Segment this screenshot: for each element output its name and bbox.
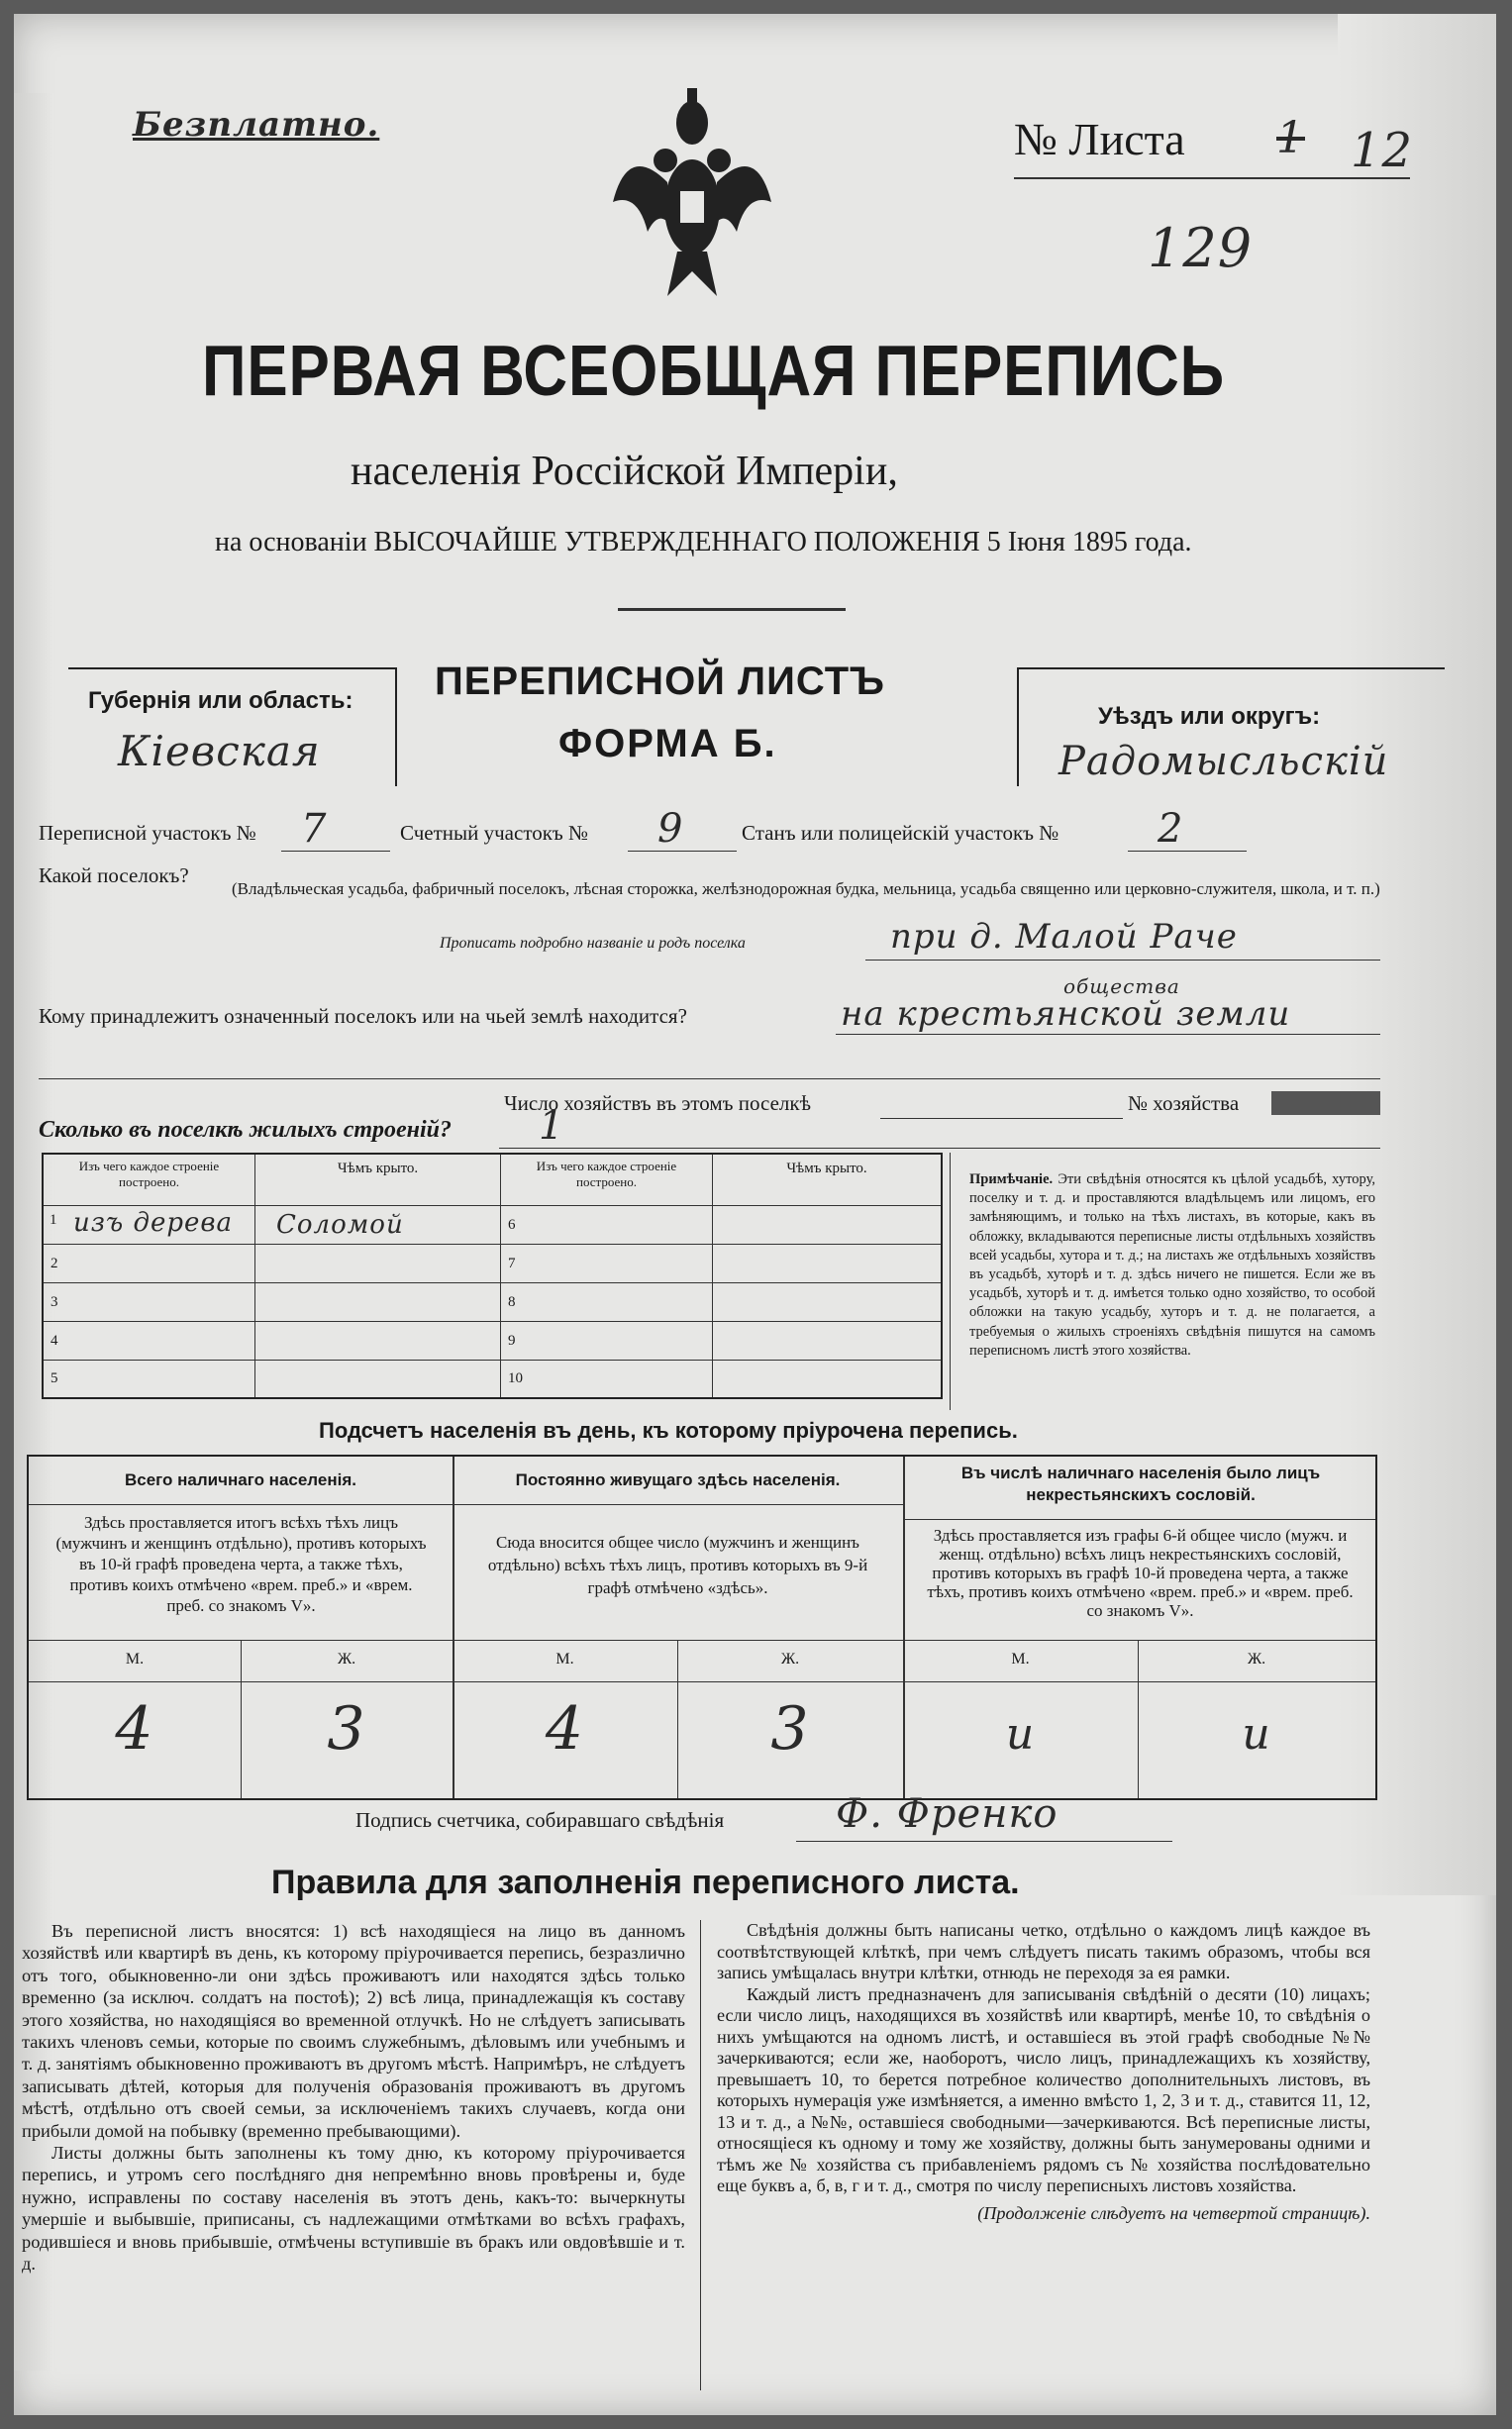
province-box [68,667,397,786]
population-title-rule-1 [29,1504,453,1505]
station-value: 2 [1158,806,1184,852]
population-col3-title: Въ числѣ наличнаго населенія было лицъ некрестьянскихъ сословій. [960,1464,1321,1504]
sheet-number-underline [1014,177,1410,179]
settlement-label: Какой поселокъ? [39,863,189,887]
table-row [43,1282,942,1321]
census-sheet [14,14,1496,2415]
basis-line: на основаніи ВЫСОЧАЙШЕ УТВЕРЖДЕННАГО ПОЛОЖЕНІЯ 5 Іюня 1895 года. [215,527,1192,557]
note-title: Примѣчаніе. [969,1171,1054,1187]
population-col1-title: Всего наличнаго населенія. [125,1470,356,1489]
sheet-number-value: 12 [1351,123,1414,178]
count-area-value: 9 [657,806,684,852]
title-rule [618,608,846,611]
household-number-redacted [1271,1091,1380,1115]
district-value: Радомысльскій [1058,739,1389,784]
rules-left-column [22,1920,685,2276]
col2-m-label: М. [555,1651,574,1668]
row-number: 4 [50,1332,58,1349]
stamp-number: 129 [1148,217,1254,279]
col1-f-value: 3 [327,1694,366,1764]
owner-value: на крестьянской земли [841,994,1291,1034]
main-title: ПЕРВАЯ ВСЕОБЩАЯ ПЕРЕПИСЬ [202,332,1226,411]
settlement-instruction: Прописать подробно названіе и родъ поселка [440,935,746,952]
population-mf-rule-bottom [29,1681,1375,1682]
station-label: Станъ или полицейскій участокъ № [742,821,1059,845]
station-underline [1128,851,1247,852]
table-row [43,1205,942,1244]
col3-m-label: М. [1011,1651,1030,1668]
district-label: Уѣздъ или округъ: [1098,703,1321,730]
households-label: Число хозяйствъ въ этомъ поселкѣ [504,1091,811,1115]
province-value: Кіевская [118,727,321,775]
owner-label: Кому принадлежитъ означенный поселокъ или на чьей землѣ находится? [39,1004,687,1028]
col1-m-value: 4 [115,1694,154,1764]
material-value: изъ дерева [73,1207,234,1238]
province-label: Губернія или область: [88,687,353,714]
buildings-underline [499,1148,1380,1149]
population-heading: Подсчетъ населенія въ день, къ которому пріурочена перепись. [319,1418,1018,1443]
table-row [43,1244,942,1282]
note-divider [950,1153,951,1410]
row-number: 3 [50,1293,58,1310]
note-text: Эти свѣдѣнія относятся къ цѣлой усадьбѣ, хутору, поселку и т. д. и проставляются владѣльцемъ или лицомъ, его замѣняющимъ, и только на тѣхъ листахъ, въ которые, какъ въ обложку, вкладываются переписные листы отдѣльныхъ хозяйствъ всей усадьбы, хутора и т. д.; на листахъ же отдѣльныхъ хозяйствъ въ усадьбѣ, хуторѣ и т. д. здѣсь ничего не пишется. Если же въ усадьбѣ, хуторѣ и т. д. имѣется только одно хозяйство, то особой обложки на такую усадьбу, хуторъ и т. д. не полагается, а требуемыя о жилыхъ строеніяхъ свѣдѣнія пишутся на самомъ переписномъ листѣ этого хозяйства. [969,1171,1375,1359]
form-type: ФОРМА Б. [558,722,777,765]
note-block [969,1170,1375,1361]
population-col3-text: Здѣсь проставляется изъ графы 6-й общее число (мужч. и женщ. отдѣльно) всѣхъ лицъ некрестьянскихъ сословій, противъ которыхъ въ графѣ 10-й проведена черта, а также тѣхъ, противъ коихъ отмѣчено «врем. преб.» и «врем. преб. со знакомъ V». [927,1526,1354,1620]
buildings-label: Сколько въ поселкѣ жилыхъ строеній? [39,1117,452,1143]
census-area-value: 7 [301,806,328,852]
owner-underline [836,1034,1380,1035]
subtitle: населенія Россійской Имперіи, [351,449,898,494]
row-number: 10 [508,1370,523,1387]
buildings-value: 1 [539,1103,565,1149]
row-number: 9 [508,1332,516,1349]
column-header-roof-left: Чѣмъ крыто. [255,1154,501,1205]
signature-underline [796,1841,1172,1842]
col2-m-value: 4 [545,1694,585,1764]
census-area-underline [281,851,390,852]
owner-above-value: общества [1063,974,1180,998]
count-area-underline [628,851,737,852]
households-underline [880,1118,1123,1119]
population-col2-text: Сюда вносится общее число (мужчинъ и женщинъ отдѣльно) всѣхъ тѣхъ лицъ, противъ которыхъ въ 9-й графѣ отмѣчено «здѣсь». [487,1533,868,1597]
double-headed-eagle-emblem [608,83,776,311]
signature-value: Ф. Френко [836,1791,1058,1837]
column-header-roof-right: Чѣмъ крыто. [713,1154,943,1205]
population-mf-rule-top [29,1640,1375,1641]
population-title-rule-3 [903,1519,1375,1520]
form-name: ПЕРЕПИСНОЙ ЛИСТЪ [435,659,885,703]
column-header-material-right: Изъ чего каждое строеніе построено. [501,1154,713,1205]
settlement-hint: (Владѣльческая усадьба, фабричный поселокъ, лѣсная сторожка, желѣзнодорожная будка, мельница, усадьба священно или церковно-служителя, школа, и т. п.) [232,879,1380,898]
settlement-value: при д. Малой Раче [890,917,1238,957]
row-number: 2 [50,1255,58,1271]
row-number: 5 [50,1370,58,1387]
rules-right-column [717,1920,1370,2224]
household-number-label: № хозяйства [1128,1091,1240,1115]
sheet-number-label: № Листа [1014,114,1185,164]
population-table [27,1455,1377,1800]
column-header-material-left: Изъ чего каждое строеніе построено. [43,1154,255,1205]
row-number: 8 [508,1293,516,1310]
rules-left-paragraph-1: Въ переписной листъ вносятся: 1) всѣ находящіеся на лицо въ данномъ хозяйствѣ или квартирѣ въ день, къ которому пріурочивается перепись, безразлично отъ того, обыкновенно-ли они здѣсь проживаютъ или находятся здѣсь только временно (за исключ. солдатъ на постоѣ); 2) всѣ лица, принадлежащія къ составу этого хозяйства, но находящіяся во временной отлучкѣ. Но не слѣдуетъ записывать такихъ членовъ семьи, которые по своимъ служебнымъ, дѣловымъ или учебнымъ и т. д. занятіямъ обыкновенно проживаютъ въ другомъ мѣстѣ. Напримѣръ, не слѣдуетъ записывать дѣтей, которыя для полученія образованія проживаютъ въ другомъ мѣстѣ, отдѣльно отъ своей семьи, за исключеніемъ такихъ случаевъ, когда они прибыли домой на побывку (временно пребывающими). [22,1921,685,2141]
row-number: 7 [508,1255,516,1271]
table-row [43,1321,942,1360]
rules-right-paragraph-2: Каждый листъ предназначенъ для записыванія свѣдѣній о десяти (10) лицахъ; если число лицъ, находящихся въ хозяйствѣ или квартирѣ, менѣе 10, то свѣдѣнія о нихъ умѣщаются на одномъ листѣ, и оставшіеся въ этой графѣ свободные №№ зачеркиваются; если же, наоборотъ, число лицъ, принадлежащихъ къ хозяйству, превышаетъ 10, то берется потребное количество дополнительныхъ листовъ, въ которыхъ нумерація уже измѣняется, а именно вмѣсто 1, 2, 3 и т. д., ставится 11, 12, 13 и т. д., а №№, оставшіеся свободными—зачеркиваются. Всѣ переписные листы, относящіеся къ одному и тому же хозяйству, должны быть занумерованы одними и тѣмъ же № хозяйства съ прибавленіемъ рядомъ съ № хозяйства послѣдовательно еще буквъ а, б, в, г и т. д., смотря по числу переписныхъ листовъ хозяйства. [717,1983,1370,2195]
col3-f-label: Ж. [1247,1651,1266,1668]
col1-m-label: М. [125,1651,145,1668]
row-number: 6 [508,1216,516,1233]
col1-f-label: Ж. [337,1651,356,1668]
col2-f-label: Ж. [780,1651,800,1668]
rules-heading: Правила для заполненія переписного листа. [271,1864,1020,1901]
table-row [43,1360,942,1398]
census-area-label: Переписной участокъ № [39,821,256,845]
row-number: 1 [50,1211,57,1228]
free-label: Безплатно. [133,105,380,145]
buildings-table [42,1153,943,1399]
rules-left-paragraph-2: Листы должны быть заполнены къ тому дню, къ которому пріурочивается перепись, и утромъ сего послѣдняго дня непремѣнно вновь провѣрены и, буде нужно, исправлены по составу населенія въ этотъ день, какъ-то: вычеркнуты умершіе и выбывшіе, приписаны, съ надлежащими отмѣтками во всѣхъ графахъ, родившіеся и вновь прибывшіе, отмѣчены вступившіе въ бракъ или овдовѣвшіе и т. д. [22,2143,685,2275]
roof-value: Соломой [276,1209,404,1240]
blank-line [39,1078,1380,1079]
district-box [1017,667,1445,786]
signature-label: Подпись счетчика, собиравшаго свѣдѣнія [355,1808,725,1832]
settlement-underline [865,960,1380,961]
sheet-number-crossed: 1 [1276,113,1305,163]
population-col1-text: Здѣсь проставляется итогъ всѣхъ тѣхъ лицъ (мужчинъ и женщинъ отдѣльно), противъ которыхъ въ 10-й графѣ проведена черта, а также тѣхъ, противъ коихъ отмѣчено «врем. преб.» и «врем. преб. со знакомъ V». [55,1513,427,1615]
col3-f-value: и [1242,1709,1271,1760]
col3-m-value: и [1005,1709,1036,1760]
rules-continued: (Продолженіе слѣдуетъ на четвертой страницѣ). [977,2202,1370,2223]
rules-right-paragraph-1: Свѣдѣнія должны быть написаны четко, отдѣльно о каждомъ лицѣ каждое въ соотвѣтствующей клѣткѣ, при чемъ слѣдуетъ писать такимъ образомъ, чтобы вся запись умѣщалась внутри клѣтки, отнюдь не переходя за ея рамки. [717,1920,1370,1982]
population-title-rule-2 [453,1504,903,1505]
count-area-label: Счетный участокъ № [400,821,589,845]
col2-f-value: 3 [770,1694,810,1764]
population-col2-title: Постоянно живущаго здѣсь населенія. [515,1470,841,1489]
rules-divider [700,1920,701,2390]
